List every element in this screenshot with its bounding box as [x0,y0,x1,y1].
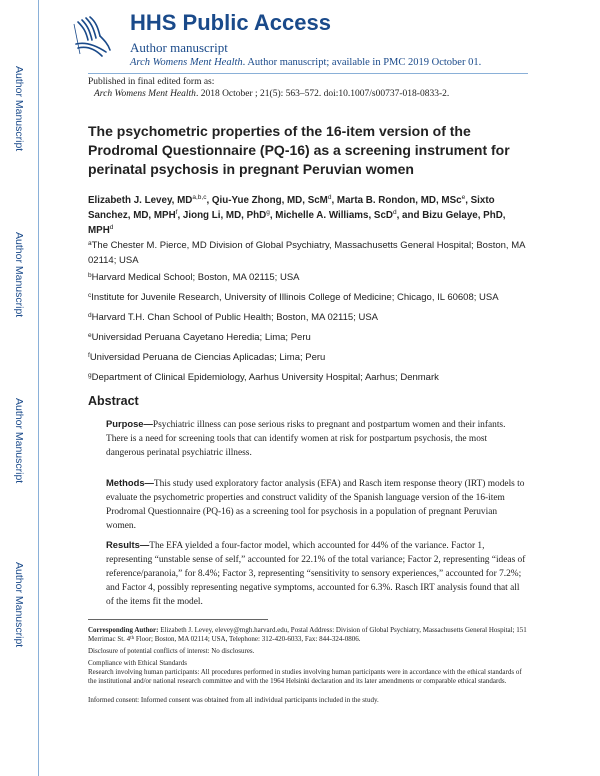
author-list: Elizabeth J. Levey, MD$^{a,b,c}$, Qiu-Yue Zhong, MD, ScM$^d$, Marta B. Rondon, MD, MSc$^e$, Sixto Sanchez, MD, MPH$^f$, Jiong Li, MD, PhD$^g$, Michelle A. Williams, ScD$^d$, and Bizu Gelaye, PhD, MPH$^d$ [88,194,506,236]
corr-sup: th [130,636,135,641]
abstract-results [106,538,528,609]
author-affil-marker: d [327,194,332,201]
availability-text: . Author manuscript; available in PMC 2019 October 01. [242,57,482,68]
research-participants-note: Research involving human participants: All procedures performed in studies involving human participants were in accordance with the ethical standards of the institutional and/or national research committee and with the 1964 Helsinki declaration and its later amendments or comparable ethical standards. [88,668,522,685]
abstract-purpose [106,417,528,460]
methods-label: Methods— [106,477,154,488]
affiliation [88,350,528,365]
sidebar-label: Author Manuscript [13,562,25,648]
header-divider [88,73,528,74]
hhs-public-access-title: HHS Public Access [130,10,331,35]
author-affil-marker: f [175,209,178,216]
affil-marker: a [88,240,92,247]
disclosure-note: Disclosure of potential conflicts of interest: No disclosures. [88,647,255,655]
informed-consent-note: Informed consent: Informed consent was obtained from all individual participants included in the study. [88,696,379,704]
affil-marker: c [88,292,92,299]
author-affil-marker: d [392,209,397,216]
publication-info [88,76,449,100]
author-name: Jiong Li, MD, PhD [182,210,267,221]
affiliation [88,370,528,385]
published-label: Published in final edited form as: [88,77,215,87]
author-name: Elizabeth J. Levey, MD [88,195,193,206]
affil-marker: g [88,372,92,379]
corr-text: Elizabeth J. Levey, elevey@mgh.harvard.edu, Postal Address: Division of Global Psychiatry, Massachusetts General Hospital; 151 Merrimac St. 4 [88,626,527,643]
author-name: Qiu-Yue Zhong, MD, ScM [211,195,328,206]
affil-text: Institute for Juvenile Research, University of Illinois College of Medicine; Chicago, IL 60608; USA [91,292,499,303]
author-affil-marker: d [109,224,114,231]
corresponding-author-note [88,626,528,644]
corr-text-cont: Floor; Boston, MA 02114; USA, Telephone: 312-420-6033, Fax: 844-324-0806. [134,635,361,643]
author-manuscript-subtitle: Author manuscript [130,40,228,55]
manuscript-availability [130,57,481,68]
purpose-label: Purpose— [106,418,153,429]
affiliation [88,290,528,305]
affil-marker: e [88,332,92,339]
affil-marker: f [88,352,90,359]
corr-label: Corresponding Author: [88,626,159,634]
citation-journal: Arch Womens Ment Health [94,89,196,99]
author-name: Sixto Sanchez, MD, MPH [88,195,495,221]
affil-marker: d [88,312,92,319]
abstract-heading: Abstract [88,394,139,408]
affiliation [88,310,528,325]
author-manuscript-sidebar [0,0,40,776]
sidebar-label: Author Manuscript [13,66,25,152]
author-affil-marker: g [266,209,270,216]
affiliation [88,270,528,285]
affiliation [88,238,528,268]
author-name: Marta B. Rondon, MD, MSc [336,195,462,206]
methods-text: This study used exploratory factor analysis (EFA) and Rasch item response theory (IRT) models to evaluate the psychometric properties and construct validity of the Spanish language version of the 16-item Prodromal Questionnaire (PQ-16) as a screening tool for psychosis in a population of pregnant Peruvian women. [106,479,525,531]
affil-text: Universidad Peruana de Ciencias Aplicadas; Lima; Peru [89,352,326,363]
author-affil-marker: e [461,194,466,201]
results-text: The EFA yielded a four-factor model, which accounted for 44% of the variance. Factor 1, representing “unstable sense of self,” accounted for 22.1% of the total variance; Factor 2, representing “ideas of reference/paranoia,” for 8.4%; Factor 3, representing “sensitivity to sensory experiences,” accounted for 7.2%; and Factor 4, possibly representing negative symptoms, accounted for 6.3%. Rasch IRT analysis found that all of the items fit the model. [106,541,526,607]
affil-text: Department of Clinical Epidemiology, Aarhus University Hospital; Aarhus; Denmark [91,372,439,383]
affil-marker: b [88,272,92,279]
sidebar-label: Author Manuscript [13,232,25,318]
affil-text: Universidad Peruana Cayetano Heredia; Lima; Peru [91,332,311,343]
sidebar-divider [38,0,39,776]
affil-text: Harvard Medical School; Boston, MA 02115; USA [91,272,300,283]
results-label: Results— [106,539,150,550]
citation [88,88,449,100]
journal-name: Arch Womens Ment Health [130,57,243,68]
affil-text: Harvard T.H. Chan School of Public Health; Boston, MA 02115; USA [91,312,379,323]
footnote-divider [88,619,268,620]
sidebar-label: Author Manuscript [13,398,25,484]
affiliation [88,330,528,345]
hhs-eagle-logo-icon [70,14,116,60]
citation-details: . 2018 October ; 21(5): 563–572. doi:10.1007/s00737-018-0833-2. [195,89,450,99]
abstract-methods [106,476,528,533]
author-affil-marker: a,b,c [192,194,207,201]
article-title: The psychometric properties of the 16-item version of the Prodromal Questionnaire (PQ-16) as a screening instrument for perinatal psychosis in pregnant Peruvian women [88,123,510,177]
purpose-text: Psychiatric illness can pose serious risks to pregnant and postpartum women and their infants. There is a need for screening tools that can identify women at risk for postpartum psychosis, the most dangerous perinatal psychiatric illness. [106,420,506,458]
affil-text: The Chester M. Pierce, MD Division of Global Psychiatry, Massachusetts General Hospital; Boston, MA 02114; USA [88,240,525,266]
author-name: Bizu Gelaye, PhD, MPH [88,210,506,236]
author-name: Michelle A. Williams, ScD [275,210,393,221]
compliance-note: Compliance with Ethical Standards [88,659,187,667]
